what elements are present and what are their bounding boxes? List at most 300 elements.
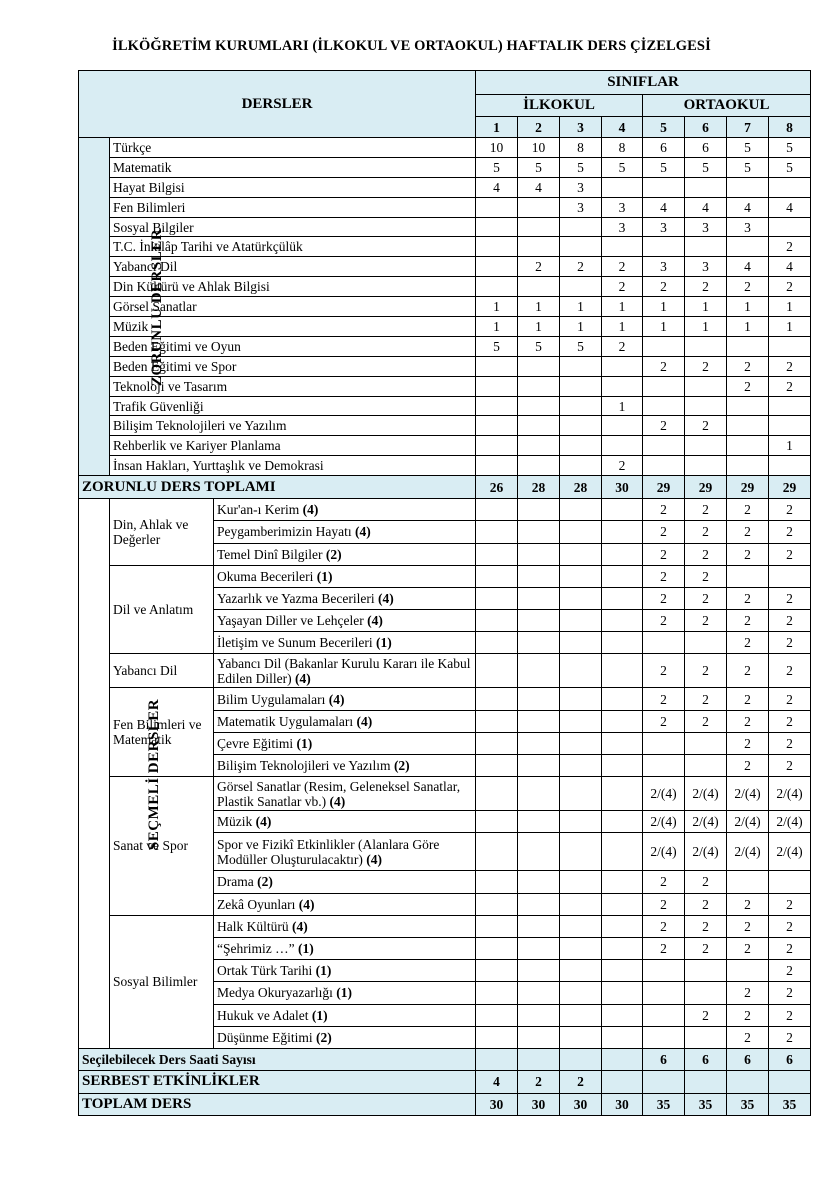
grade-4-cell: 30 [602,1093,643,1115]
table-row [79,416,811,436]
grade-3-cell: 2 [560,1070,602,1093]
grade-3-cell [560,982,602,1004]
grade-1-cell [476,654,518,688]
grade-6-cell [685,376,727,396]
grade-4-cell [602,833,643,871]
grade-3-cell: 5 [560,336,602,356]
course-hours: (1) [336,985,352,1001]
grade-6-cell [685,1026,727,1048]
grade-4-cell [602,710,643,732]
toplam-row [79,1093,811,1115]
grade-6-cell: 2 [685,937,727,959]
grade-6-cell [685,177,727,197]
grade-8-cell: 2 [769,277,811,297]
grade-3-cell [560,499,602,521]
grade-6-cell: 2 [685,688,727,710]
table-row [79,177,811,197]
grade-5-cell: 2 [643,937,685,959]
grade-1-cell [476,688,518,710]
grade-1-cell [476,937,518,959]
grade-5-cell [643,755,685,777]
grade-3-cell [560,436,602,456]
table-row [79,257,811,277]
grade-5-cell [643,396,685,416]
elective-course [214,654,476,688]
grade-6-cell [685,237,727,257]
course-hours: (4) [377,590,394,606]
grade-3-cell [560,893,602,915]
grade-2-cell [518,277,560,297]
grade-5-cell: 1 [643,297,685,317]
grade-4-cell [602,416,643,436]
zorunlu-total-label: ZORUNLU DERS TOPLAMI [79,476,476,499]
table-row [79,499,811,521]
table-row [79,297,811,317]
grade-4-cell [602,376,643,396]
grade-7-cell: 4 [727,197,769,217]
elective-course [214,893,476,915]
grade-2-cell [518,1026,560,1048]
course-name: “Şehrimiz …” [217,941,295,957]
elective-course [214,871,476,893]
grade-1-cell [476,277,518,297]
grade-7-cell: 2 [727,376,769,396]
grade-3-cell [560,217,602,237]
grade-3-cell: 3 [560,197,602,217]
grade-4-cell [602,543,643,565]
course-name: Zekâ Oyunları [217,896,296,912]
grade-3-cell [560,521,602,543]
grade-2-cell [518,937,560,959]
grade-7-cell: 2/(4) [727,833,769,871]
group-name: Fen Bilimleri ve Matematik [110,688,214,777]
grade-7-cell [727,565,769,587]
grade-2-cell [518,632,560,654]
grade-3-cell [560,1048,602,1070]
grade-1-cell [476,710,518,732]
grade-1-cell: 1 [476,297,518,317]
grade-6-cell: 2/(4) [685,811,727,833]
grade-4-cell [602,937,643,959]
group-name: Din, Ahlak ve Değerler [110,499,214,566]
grade-2-cell: 10 [518,138,560,158]
grade-header-2: 2 [518,117,560,138]
grade-2-cell [518,710,560,732]
grade-8-cell: 6 [769,1048,811,1070]
grade-header-8: 8 [769,117,811,138]
grade-5-cell: 35 [643,1093,685,1115]
course-name: Din Kültürü ve Ahlak Bilgisi [110,277,476,297]
grade-5-cell: 2 [643,688,685,710]
grade-8-cell: 2 [769,732,811,754]
grade-1-cell [476,436,518,456]
grade-8-cell: 2 [769,543,811,565]
grade-4-cell [602,632,643,654]
grade-4-cell [602,436,643,456]
course-name: Trafik Güvenliği [110,396,476,416]
grade-6-cell: 2 [685,710,727,732]
grade-4-cell [602,871,643,893]
grade-3-cell: 1 [560,317,602,337]
grade-4-cell: 30 [602,476,643,499]
grade-7-cell [727,456,769,476]
course-name: Temel Dinî Bilgiler [217,546,323,562]
toplam-label: TOPLAM DERS [79,1093,476,1115]
grade-3-cell [560,732,602,754]
grade-1-cell: 4 [476,1070,518,1093]
grade-8-cell [769,217,811,237]
grade-6-cell: 6 [685,1048,727,1070]
grade-7-cell [727,960,769,982]
grade-2-cell [518,237,560,257]
course-name: Fen Bilimleri [110,197,476,217]
grade-2-cell [518,416,560,436]
grade-8-cell: 2 [769,376,811,396]
grade-2-cell: 2 [518,257,560,277]
grade-8-cell: 29 [769,476,811,499]
grade-3-cell [560,688,602,710]
grade-4-cell [602,915,643,937]
grade-6-cell: 2 [685,1004,727,1026]
grade-8-cell: 2 [769,915,811,937]
grade-6-cell: 2/(4) [685,777,727,811]
course-hours: (1) [296,735,313,751]
grade-1-cell [476,396,518,416]
grade-7-cell: 2/(4) [727,811,769,833]
grade-2-cell [518,565,560,587]
siniflar-header: SINIFLAR [476,71,811,95]
table-row [79,654,811,688]
grade-4-cell [602,893,643,915]
grade-4-cell: 1 [602,396,643,416]
grade-5-cell [643,376,685,396]
grade-6-cell: 4 [685,197,727,217]
grade-8-cell: 2/(4) [769,833,811,871]
grade-8-cell: 5 [769,157,811,177]
grade-7-cell: 2 [727,893,769,915]
grade-4-cell [602,1048,643,1070]
grade-7-cell: 2 [727,915,769,937]
elective-course [214,755,476,777]
course-name: Sosyal Bilgiler [110,217,476,237]
grade-1-cell [476,356,518,376]
group-name: Sosyal Bilimler [110,915,214,1048]
grade-1-cell [476,1026,518,1048]
serbest-label: SERBEST ETKİNLİKLER [79,1070,476,1093]
course-name: Bilim Uygulamaları [217,691,326,707]
grade-4-cell [602,982,643,1004]
grade-2-cell [518,587,560,609]
grade-7-cell: 2 [727,710,769,732]
grade-5-cell: 2/(4) [643,833,685,871]
grade-5-cell [643,1004,685,1026]
grade-2-cell [518,1004,560,1026]
grade-6-cell: 1 [685,317,727,337]
elective-course [214,811,476,833]
grade-4-cell [602,565,643,587]
grade-7-cell: 2 [727,755,769,777]
table-row [79,396,811,416]
grade-3-cell [560,811,602,833]
grade-8-cell: 5 [769,138,811,158]
ortaokul-header: ORTAOKUL [643,95,811,117]
course-hours: (2) [257,874,273,890]
course-name: Çevre Eğitimi [217,735,294,751]
grade-3-cell [560,456,602,476]
grade-6-cell [685,982,727,1004]
grade-1-cell [476,777,518,811]
grade-4-cell [602,177,643,197]
elective-course [214,732,476,754]
course-name: Okuma Becerileri [217,568,314,584]
grade-3-cell [560,416,602,436]
grade-8-cell: 4 [769,257,811,277]
grade-7-cell: 2 [727,543,769,565]
grade-8-cell: 2 [769,710,811,732]
grade-4-cell [602,777,643,811]
grade-8-cell [769,1070,811,1093]
grade-3-cell [560,915,602,937]
grade-3-cell: 5 [560,157,602,177]
grade-4-cell: 1 [602,317,643,337]
grade-5-cell [643,336,685,356]
grade-7-cell: 2 [727,356,769,376]
grade-1-cell [476,257,518,277]
course-name: Kur'an-ı Kerim [217,502,300,518]
course-hours: (4) [367,613,383,629]
elective-course [214,587,476,609]
table-row [79,277,811,297]
grade-6-cell: 3 [685,217,727,237]
grade-1-cell [476,197,518,217]
course-name: Peygamberimizin Hayatı [217,524,352,540]
course-hours: (4) [292,918,308,934]
grade-1-cell [476,732,518,754]
course-name: T.C. İnkılâp Tarihi ve Atatürkçülük [110,237,476,257]
grade-2-cell [518,521,560,543]
grade-5-cell: 2 [643,521,685,543]
zorunlu-total-row [79,476,811,499]
grade-2-cell [518,543,560,565]
grade-7-cell: 29 [727,476,769,499]
table-row [79,565,811,587]
grade-3-cell [560,396,602,416]
grade-2-cell [518,197,560,217]
grade-7-cell: 2 [727,1026,769,1048]
grade-8-cell: 2/(4) [769,811,811,833]
course-name: Müzik [110,317,476,337]
grade-1-cell [476,755,518,777]
secmeli-total-row [79,1048,811,1070]
grade-8-cell [769,456,811,476]
page-title: İLKÖĞRETİM KURUMLARI (İLKOKUL VE ORTAOKUL) HAFTALIK DERS ÇİZELGESİ [112,38,711,54]
grade-1-cell [476,1004,518,1026]
grade-5-cell [643,1070,685,1093]
grade-7-cell: 6 [727,1048,769,1070]
grade-2-cell: 1 [518,317,560,337]
grade-6-cell: 2 [685,499,727,521]
grade-8-cell: 2 [769,632,811,654]
grade-7-cell: 4 [727,257,769,277]
grade-6-cell: 2 [685,277,727,297]
grade-4-cell [602,610,643,632]
course-name: Rehberlik ve Kariyer Planlama [110,436,476,456]
grade-5-cell: 2 [643,587,685,609]
course-name: Bilişim Teknolojileri ve Yazılım [110,416,476,436]
grade-4-cell [602,1026,643,1048]
course-name: Beden Eğitimi ve Spor [110,356,476,376]
grade-2-cell [518,456,560,476]
course-hours: (4) [255,814,272,830]
table-row [79,456,811,476]
course-hours: (1) [316,568,333,584]
grade-7-cell: 35 [727,1093,769,1115]
grade-7-cell: 2 [727,632,769,654]
grade-8-cell [769,177,811,197]
grade-8-cell [769,396,811,416]
grade-4-cell [602,755,643,777]
grade-2-cell: 2 [518,1070,560,1093]
table-row [79,317,811,337]
serbest-row [79,1070,811,1093]
grade-3-cell [560,565,602,587]
grade-3-cell: 8 [560,138,602,158]
secmeli-dersler-text: SEÇMELİ DERSLER [146,698,163,850]
grade-3-cell [560,587,602,609]
table-row [79,237,811,257]
grade-5-cell [643,632,685,654]
grade-6-cell: 2 [685,654,727,688]
elective-course [214,833,476,871]
grade-8-cell: 35 [769,1093,811,1115]
grade-header-4: 4 [602,117,643,138]
grade-5-cell: 2 [643,499,685,521]
dersler-header: DERSLER [79,71,476,138]
grade-3-cell [560,543,602,565]
grade-4-cell: 2 [602,456,643,476]
grade-4-cell [602,732,643,754]
grade-5-cell: 2 [643,416,685,436]
grade-2-cell [518,499,560,521]
table-row [79,356,811,376]
header-row [79,71,811,95]
grade-7-cell: 2 [727,1004,769,1026]
grade-5-cell: 2 [643,565,685,587]
grade-2-cell [518,982,560,1004]
table-row [79,915,811,937]
table-row [79,336,811,356]
elective-course [214,915,476,937]
grade-4-cell [602,688,643,710]
grade-1-cell [476,521,518,543]
course-hours: (4) [298,896,315,912]
grade-4-cell: 2 [602,277,643,297]
grade-7-cell: 1 [727,297,769,317]
grade-8-cell: 2 [769,610,811,632]
course-hours: (2) [325,546,342,562]
grade-4-cell [602,356,643,376]
course-name: Görsel Sanatlar [110,297,476,317]
grade-2-cell [518,960,560,982]
grade-4-cell [602,960,643,982]
grade-8-cell: 2 [769,237,811,257]
course-name: Beden Eğitimi ve Oyun [110,336,476,356]
grade-2-cell [518,777,560,811]
grade-2-cell [518,732,560,754]
course-hours: (2) [393,758,410,774]
course-hours: (4) [329,793,346,809]
grade-4-cell: 8 [602,138,643,158]
grade-5-cell: 2 [643,710,685,732]
grade-8-cell: 2/(4) [769,777,811,811]
grade-4-cell: 3 [602,217,643,237]
grade-6-cell: 6 [685,138,727,158]
grade-4-cell: 1 [602,297,643,317]
grade-8-cell [769,416,811,436]
ilkokul-header: İLKOKUL [476,95,643,117]
grade-7-cell: 2 [727,610,769,632]
grade-8-cell [769,871,811,893]
grade-1-cell [476,960,518,982]
course-hours: (4) [302,502,319,518]
grade-5-cell [643,177,685,197]
grade-2-cell [518,376,560,396]
grade-5-cell [643,732,685,754]
grade-6-cell: 2 [685,521,727,543]
grade-6-cell: 1 [685,297,727,317]
grade-7-cell [727,396,769,416]
course-name: Medya Okuryazarlığı [217,985,333,1001]
elective-course [214,710,476,732]
grade-2-cell: 4 [518,177,560,197]
grade-3-cell [560,277,602,297]
grade-3-cell [560,833,602,871]
grade-6-cell: 2 [685,610,727,632]
grade-8-cell: 2 [769,937,811,959]
course-name: Yazarlık ve Yazma Becerileri [217,590,375,606]
grade-3-cell [560,654,602,688]
course-name: Bilişim Teknolojileri ve Yazılım [217,758,391,774]
grade-1-cell [476,915,518,937]
grade-7-cell: 2 [727,688,769,710]
grade-4-cell [602,811,643,833]
grade-7-cell [727,237,769,257]
course-name: Yaşayan Diller ve Lehçeler [217,613,364,629]
grade-5-cell [643,982,685,1004]
grade-6-cell [685,755,727,777]
grade-4-cell: 2 [602,257,643,277]
grade-2-cell: 5 [518,336,560,356]
grade-7-cell [727,436,769,456]
course-name: İletişim ve Sunum Becerileri [217,635,373,651]
grade-1-cell [476,416,518,436]
grade-7-cell: 2 [727,937,769,959]
course-name: Halk Kültürü [217,918,289,934]
grade-5-cell: 2 [643,893,685,915]
grade-1-cell [476,237,518,257]
grade-3-cell [560,376,602,396]
course-name: Matematik Uygulamaları [217,713,354,729]
grade-8-cell: 2 [769,499,811,521]
course-name: Hayat Bilgisi [110,177,476,197]
grade-1-cell [476,456,518,476]
table-row [79,688,811,710]
grade-2-cell [518,871,560,893]
grade-2-cell [518,833,560,871]
grade-7-cell: 5 [727,138,769,158]
table-row [79,217,811,237]
grade-4-cell [602,654,643,688]
